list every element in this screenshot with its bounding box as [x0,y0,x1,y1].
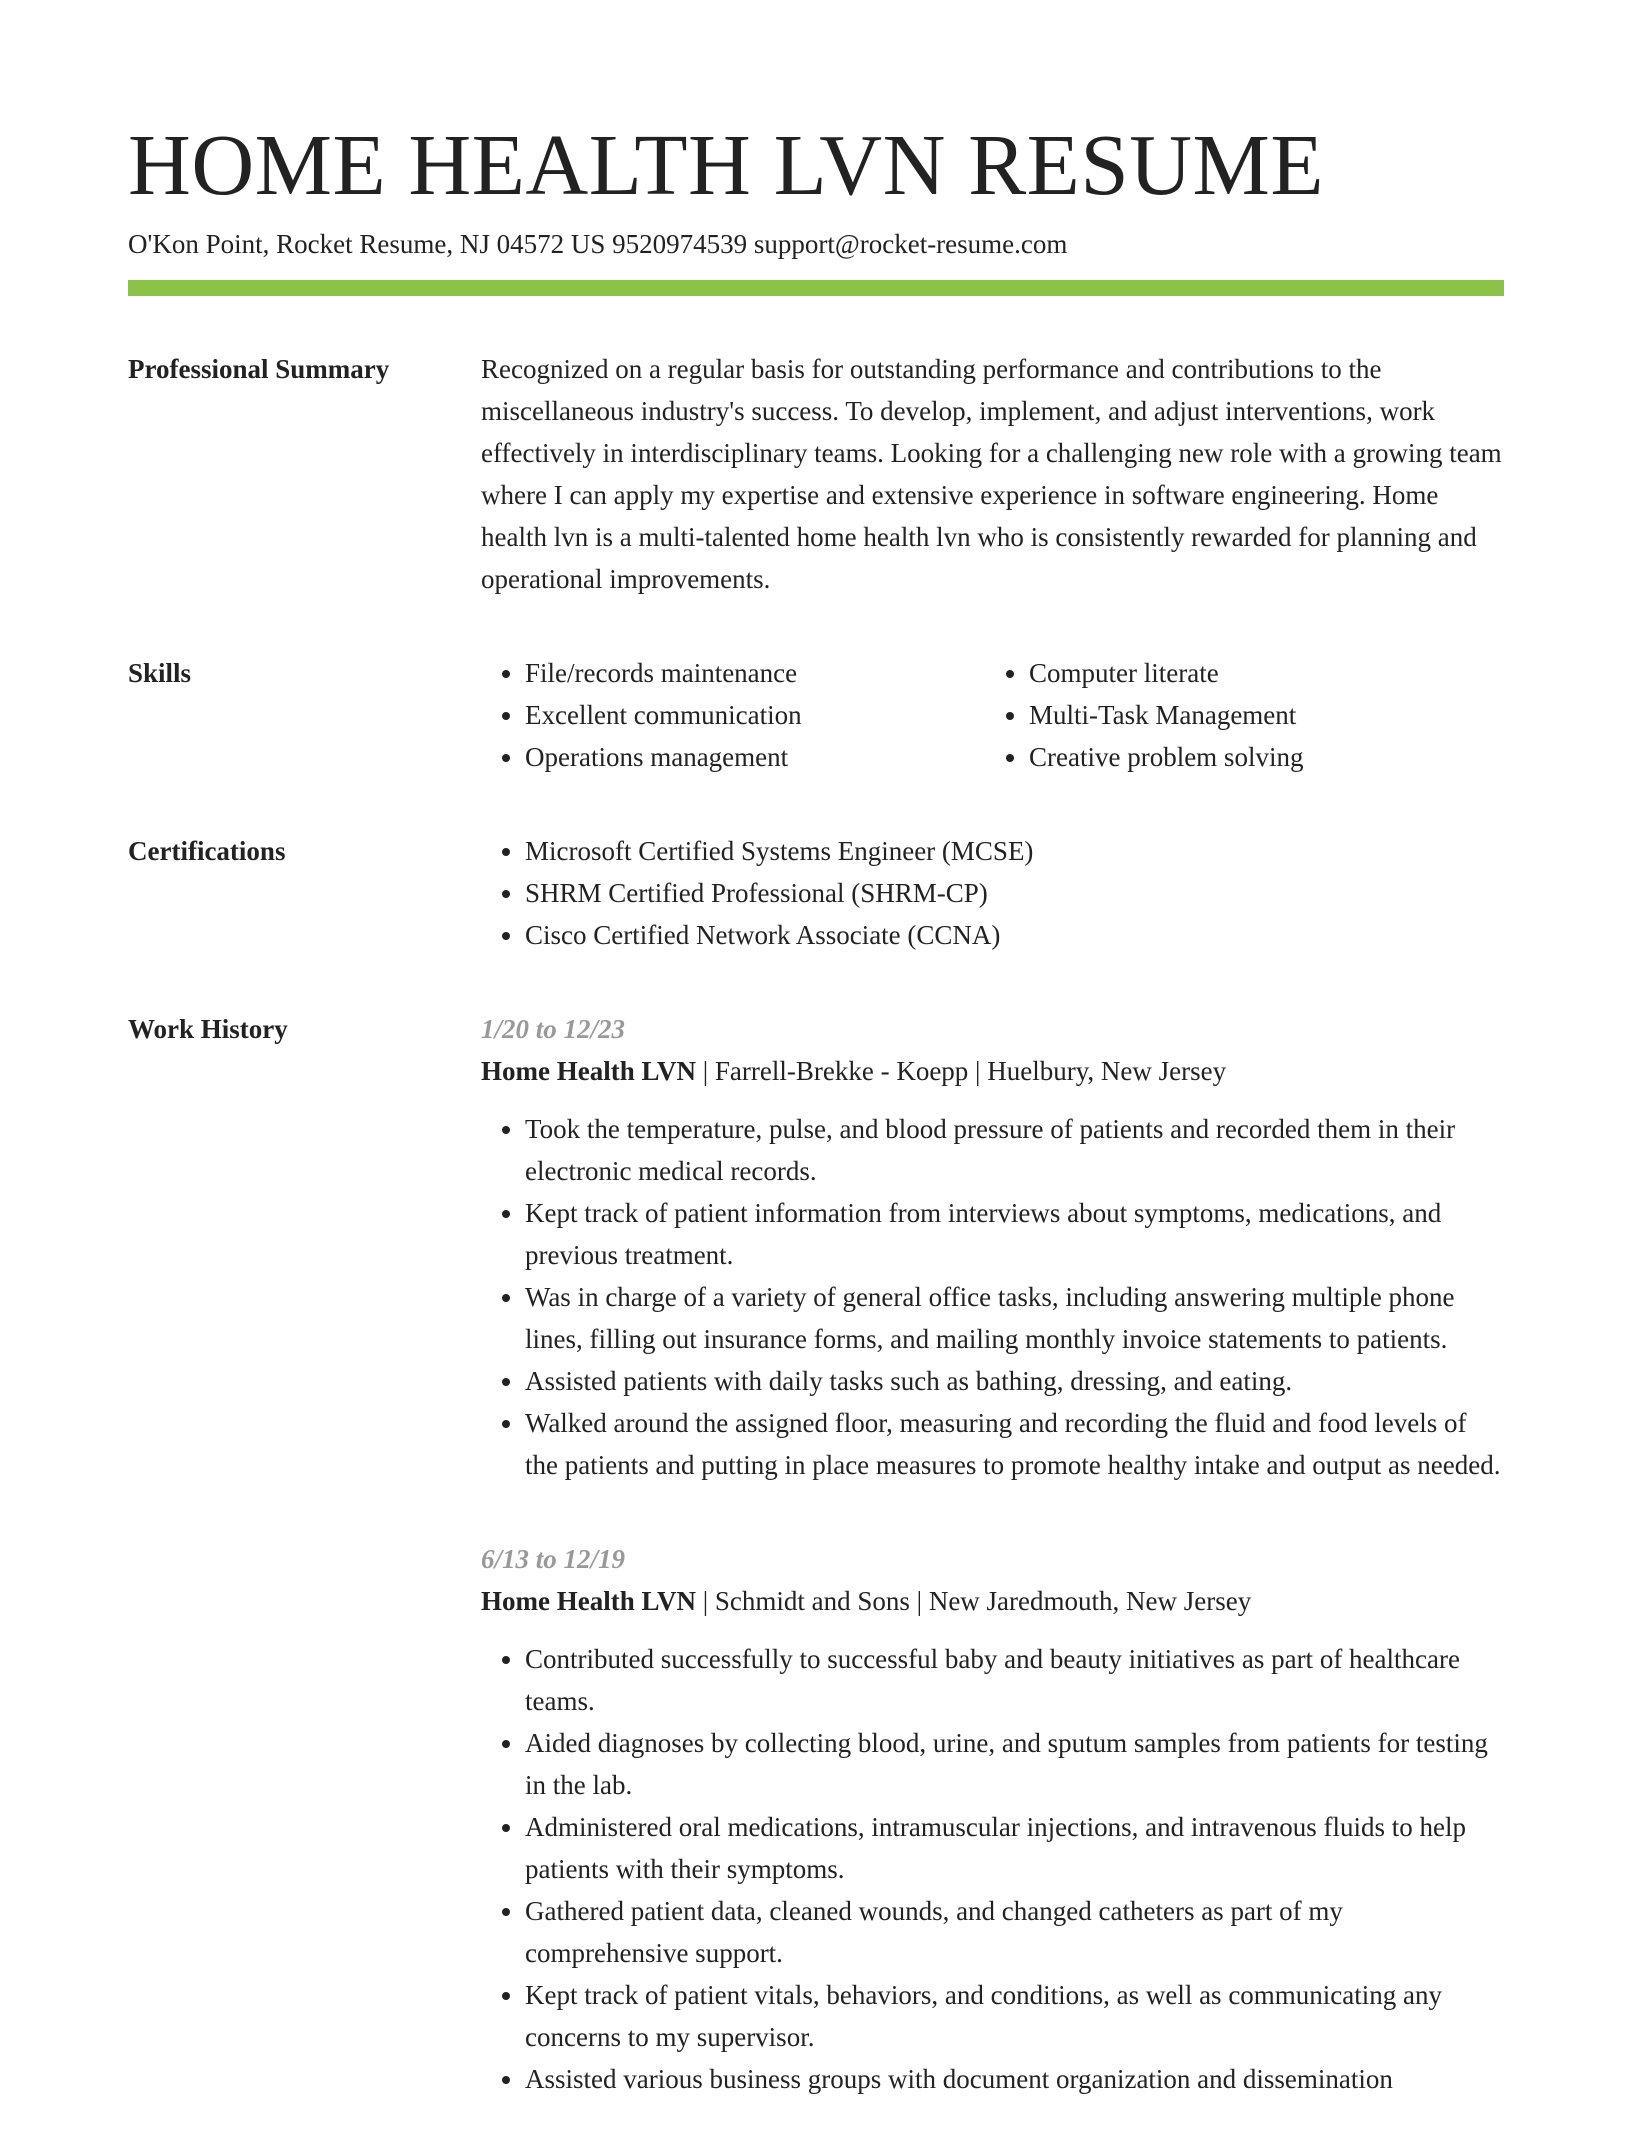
certification-item: • SHRM Certified Professional (SHRM-CP) [525,872,1504,914]
job-bullet: • Took the temperature, pulse, and blood pressure of patients and recorded them in their electronic medical records. [525,1108,1504,1192]
summary-section [128,348,1504,600]
job-bullets [481,1108,1504,1486]
job-bullet: • Gathered patient data, cleaned wounds, and changed catheters as part of my comprehensive support. [525,1890,1504,1974]
work-history-section [128,1008,1504,2152]
certification-item: • Microsoft Certified Systems Engineer (MCSE) [525,830,1504,872]
job-bullet: • Aided diagnoses by collecting blood, urine, and sputum samples from patients for testing in the lab. [525,1722,1504,1806]
job-dates: 6/13 to 12/19 [481,1544,626,1575]
section-label-skills: Skills [128,658,192,689]
job-bullet: • Walked around the assigned floor, measuring and recording the fluid and food levels of the patients and putting in place measures to promote healthy intake and output as needed. [525,1402,1504,1486]
section-label-certifications: Certifications [128,836,286,867]
job-bullet: • Kept track of patient information from interviews about symptoms, medications, and previous treatment. [525,1192,1504,1276]
job-bullet: • Assisted patients with daily tasks such as bathing, dressing, and eating. [525,1360,1504,1402]
job-employer-location: | Farrell-Brekke - Koepp | Huelbury, New Jersey [696,1056,1227,1087]
summary-text: Recognized on a regular basis for outstanding performance and contributions to the miscellaneous industry's success. To develop, implement, and adjust interventions, work effectively in interdisciplinary teams. Looking for a challenging new role with a growing team where I can apply my expertise and extensive experience in software engineering. Home health lvn is a multi-talented home health lvn who is consistently rewarded for planning and operational improvements. [481,354,1502,595]
certifications-section [128,830,1504,956]
skill-item: • Excellent communication [525,694,985,736]
skill-item: • Operations management [525,736,985,778]
page-title: HOME HEALTH LVN RESUME [128,116,1325,213]
job-bullets [481,1638,1504,2100]
skill-item: • Computer literate [1029,652,1489,694]
skill-item: • Multi-Task Management [1029,694,1489,736]
job-dates: 1/20 to 12/23 [481,1014,626,1045]
skills-column-1 [481,652,985,778]
skills-section [128,652,1504,778]
job-title: Home Health LVN [481,1586,696,1617]
skills-grid [481,652,1504,778]
job-entry [481,1538,1504,2100]
job-bullet: • Kept track of patient vitals, behaviors, and conditions, as well as communicating any concerns to my supervisor. [525,1974,1504,2058]
job-entry [481,1008,1504,1486]
job-bullet: • Assisted various business groups with document organization and dissemination [525,2058,1504,2100]
certifications-list [481,830,1504,956]
job-heading [481,1050,1504,1092]
certification-item: • Cisco Certified Network Associate (CCNA) [525,914,1504,956]
job-employer-location: | Schmidt and Sons | New Jaredmouth, New Jersey [696,1586,1252,1617]
accent-divider [128,280,1504,296]
section-label-work-history: Work History [128,1014,288,1045]
skill-item: • Creative problem solving [1029,736,1489,778]
job-bullet: • Contributed successfully to successful baby and beauty initiatives as part of healthcare teams. [525,1638,1504,1722]
skills-column-2 [985,652,1489,778]
section-label-summary: Professional Summary [128,354,390,385]
job-title: Home Health LVN [481,1056,696,1087]
job-bullet: • Was in charge of a variety of general office tasks, including answering multiple phone lines, filling out insurance forms, and mailing monthly invoice statements to patients. [525,1276,1504,1360]
contact-line: O'Kon Point, Rocket Resume, NJ 04572 US 9520974539 support@rocket-resume.com [128,228,1068,259]
skill-item: • File/records maintenance [525,652,985,694]
job-heading [481,1580,1504,1622]
job-bullet: • Administered oral medications, intramuscular injections, and intravenous fluids to help patients with their symptoms. [525,1806,1504,1890]
